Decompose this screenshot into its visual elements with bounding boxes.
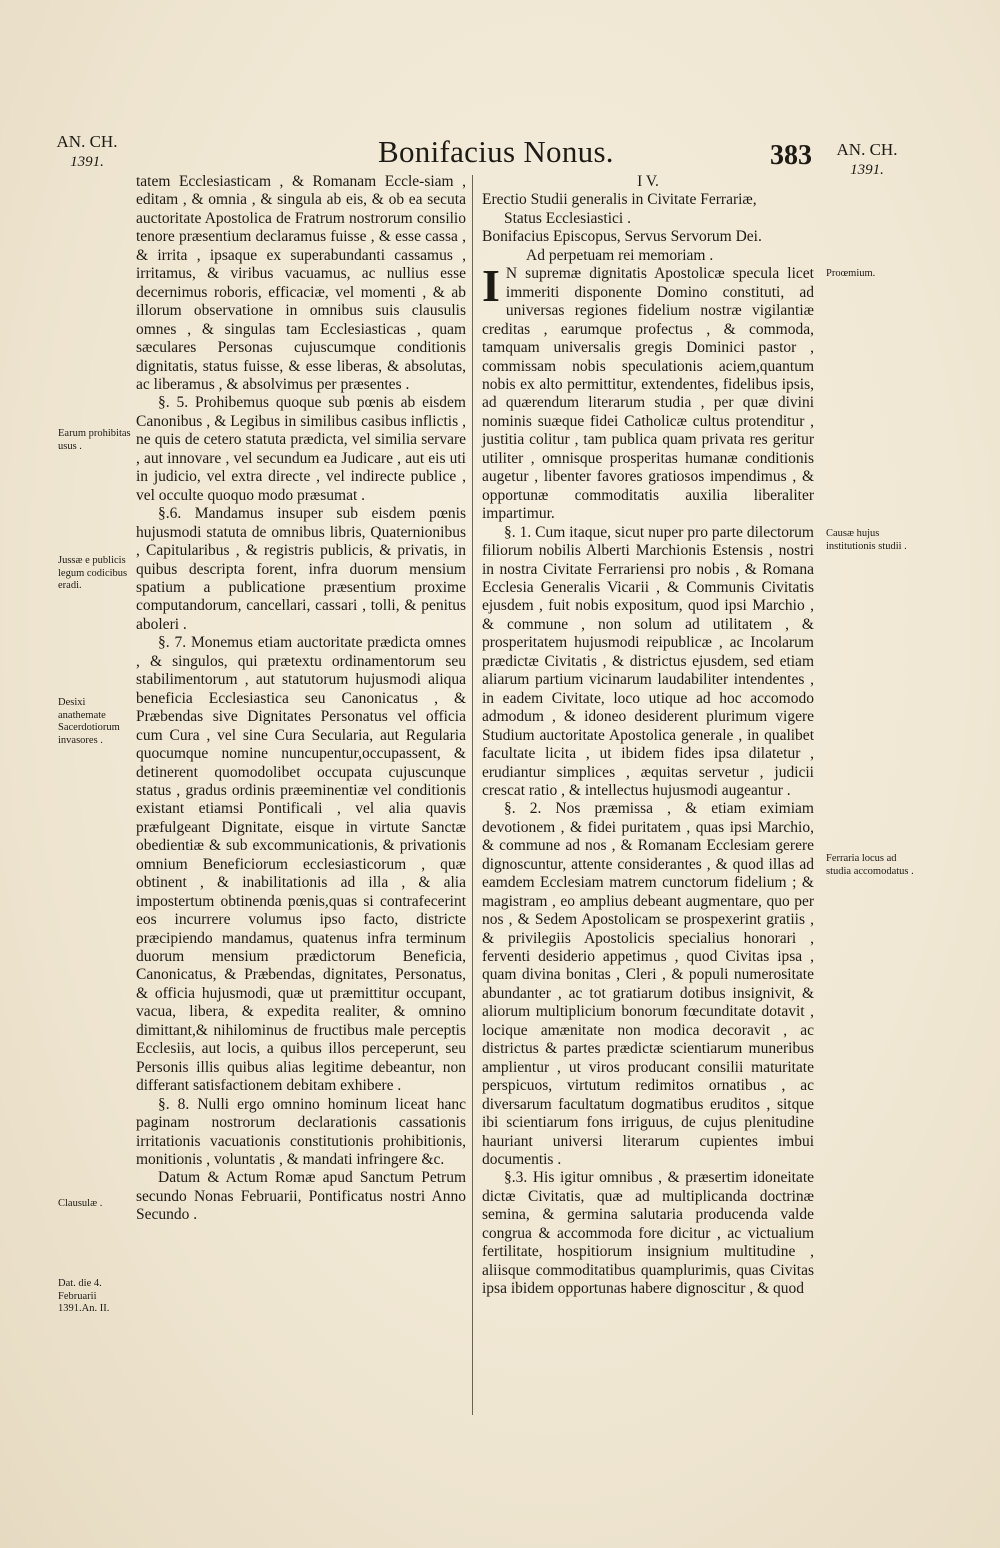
year-heading-right [822,140,912,180]
paragraph-section-5: §. 5. Prohibemus quoque sub pœnis ab eisdem Canonibus , & Legibus in similibus casibus inflictis , ne quis de cetero statuta prædicta, vel similia servare , aut innovare , vel secundum ea Judicare , aut eis uti in judicio, vel extra directe , vel indirecte publice , vel occulte quoquo modo præsumat . [136,394,466,504]
document-formula: Ad perpetuam rei memoriam . [526,246,714,264]
margin-note-left: Clausulæ . [58,1198,103,1209]
paragraph-dating: Datum & Actum Romæ apud Sanctum Petrum secundo Nonas Februarii, Pontificatus nostri Anno Secundo . [136,1169,466,1224]
year-label: AN. CH. [836,140,898,159]
margin-note-left: Desixi anathemate Sacerdotiorum invasores . [58,697,120,746]
paragraph-section-2: §. 2. Nos præmissa , & etiam eximiam devotionem , & fidei puritatem , quas ipsi Marchio, & commune ad nos , & Romanam Ecclesiam gerere dignoscuntur, attente considerantes , & quod illas ad eamdem Ecclesiam matrem cunctorum fidelium ; & magistram , eo amplius debeant augmentare, quo per nos , & Sedem Apostolicam se prospexerint gratiis , & privilegiis Apostolicis specialius honorari , ferventi desiderio appetimus , quod Civitas ipsa , quam divina bonitas , Cleri , & populi numerositate abundanter , ac tot gratiarum dotibus insignivit, & aliorum multiplicium bonorum fœcunditate dotavit , locique amænitate non modica decoravit , ac districtus & partes prædictæ scientiarum muneribus amplientur , ut viros producant consilii maturitate perspicuos, virtutum redimitos ornatibus , ac diversarum facultatum dogmatibus eruditos , sitque ibi scientiarum fons irriguus, de cujus plenitudine hauriant universi literarum cupientes imbui documentis . [482,800,814,1169]
paragraph-section-6: §.6. Mandamus insuper sub eisdem pœnis hujusmodi statuta de omnibus libris, Quaternionibus , Capitularibus , & registris publicis, & privatis, in quibus descripta forent, infra duorum mensium spatium a publicatione præsentium proxime computandorum, cancellari, cassari , tolli, & penitus aboleri . [136,505,466,633]
paragraph-section-3: §.3. His igitur omnibus , & præsertim idoneitate dictæ Civitatis, quæ ad multiplicanda doctrinæ semina, & germina salutaria producenda valde congrua & accommoda fore dicitur , ac victualium fertilitate, hospitiorum insignium multitudine , aliisque commoditatibus quamplurimis, quas Civitas ipsa ibidem opportunas habere dignoscitur , & quod [482,1169,814,1298]
paragraph-continuation: tatem Ecclesiasticam , & Romanam Eccle-siam , editam , & omnia , & singula ab eis, & ob ea secuta auctoritate Apostolica de Fratrum nostrorum consilio tenore præsentium declaramus fuisse , & esse cassa , & irrita , ipsaque ex superabundanti cassamus , irritamus, & viribus vacuamus, ac nullius esse decernimus roboris, efficaciæ, vel momenti , & ab illorum observatione in omnibus suis clausulis omnes , & singulas tam Ecclesiasticas , quam sæculares Personas cujuscumque conditionis dignitatis, status fuisse, & esse liberas, & absolutas, ac liberamus , & absolvimus per præsentes . [136,173,466,393]
margin-note-right: Ferraria locus ad studia accomodatus . [826,853,914,877]
margin-note-right: Causæ hujus institutionis studii . [826,528,907,552]
right-text-column [482,173,814,1299]
paragraph-section-7: §. 7. Monemus etiam auctoritate prædicta omnes , & singulos, qui prætextu ordinamentorum seu stabilimentorum , aut statutorum hujusmodi aliqua beneficia Ecclesiastica seu Canonicatus , & Præbendas sive Dignitates Personatus vel officia cum Cura , vel sine Cura Secularia, aut Regularia quocumque nomine nuncupentur,occupassent, & detinerent quomodolibet occupata cujuscunque status , gradus ordinis præeminentiæ vel conditionis existant etiamsi Pontificali , vel alia quavis præfulgeant Dignitate, eisque in virtute Sanctæ obedientiæ & sub excommunicationis, & privationis omnium Beneficiorum ecclesiasticorum , quæ obtinent , & inabilitationis ad illa , & alia impostertum obtinenda pœnis,quas si contrafecerint eos incurrere volumus ipso facto, districte præcipiendo mandamus, quatenus infra terminum duorum mensium prædictorum Beneficia, Canonicatus, & Præbendas, dignitates, Personatus, & officia hujusmodi, quæ ut præmittitur occupant, vacua, libera, & expedita realiter, & omnino dimittant,& nihilominus de fructibus male perceptis Ecclesiis, aut locis, a quibus illos perceperunt, seu Personis illis quibus alias legitime debeantur, non differant satisfactionem debitam exhibere . [136,634,466,1095]
document-title-line-2: Status Ecclesiastici . [504,209,631,227]
margin-note-right: Proœmium. [826,268,876,279]
left-text-column [136,173,466,1225]
document-number: I V. [637,173,659,190]
margin-note-left: Dat. die 4. Februarii 1391.An. II. [58,1278,110,1314]
margin-note-left: Earum prohibitas usus . [58,428,131,452]
year-value: 1391. [70,154,104,170]
page-number: 383 [770,140,812,171]
running-head: Bonifacius Nonus. [378,134,614,169]
drop-cap: I [482,260,500,312]
year-label: AN. CH. [56,132,118,151]
paragraph-section-1: §. 1. Cum itaque, sicut nuper pro parte dilectorum filiorum nobilis Alberti Marchionis Estensis , nostri in nostra Civitate Ferrariensi pro nobis , & Romana Ecclesia Generalis Vicarii , & Communis Civitatis ejusdem , fuit nobis expositum, quod ipsi Marchio , & commune , non solum ad utilitatem , & prosperitatem hujusmodi reipublicæ , ac Incolarum prædictæ Civitatis , & districtus ejusdem, sed etiam aliarum partium vicinarum laudabiliter intendentes , in eadem Civitate, loco utique ad hoc accomodo admodum , & idoneo desiderent plurimum vigere Studium auctoritate Apostolica generale , in qualibet facultate licita , ut ibidem fides ipsa dilatetur , erudiantur simplices , æquitas servetur , judicii crescat ratio , & intellectus hujusmodi augeantur . [482,523,814,799]
year-value: 1391. [850,162,884,178]
margin-note-left: Jussæ e publicis legum codicibus eradi. [58,555,128,591]
document-title-line-1: Erectio Studii generalis in Civitate Ferrariæ, [482,191,757,209]
paragraph-proemium: N supremæ dignitatis Apostolicæ specula licet immeriti disponente Domino constituti, ad universas regiones fidelium nostræ vigilantiæ creditas , earumque profectus , & commoda, tamquam universalis gregis Dominici pastor , commissam nobis speculationis aciem,quantum nobis ex alto permittitur, extendentes, fidelibus ipsis, ad quærendum literarum studia , per quæ divini nominis suæque fidei Catholicæ cultus protenditur , justitia colitur , tam publica quam privata res geritur utiliter , omnisque prosperitas humanæ conditionis augetur , libenter favores gratiosos impendimus , & opportunæ commoditatis auxilia liberaliter impartimur. [482,265,814,523]
document-author: Bonifacius Episcopus, Servus Servorum Dei. [482,228,762,246]
year-heading-left [52,132,122,172]
paragraph-section-8: §. 8. Nulli ergo omnino hominum liceat hanc paginam nostrorum declarationis cassationis irritationis vacuationis constitutionis prohibitionis, monitionis , voluntatis , & mandati infringere &c. [136,1095,466,1169]
column-divider [472,175,473,1415]
